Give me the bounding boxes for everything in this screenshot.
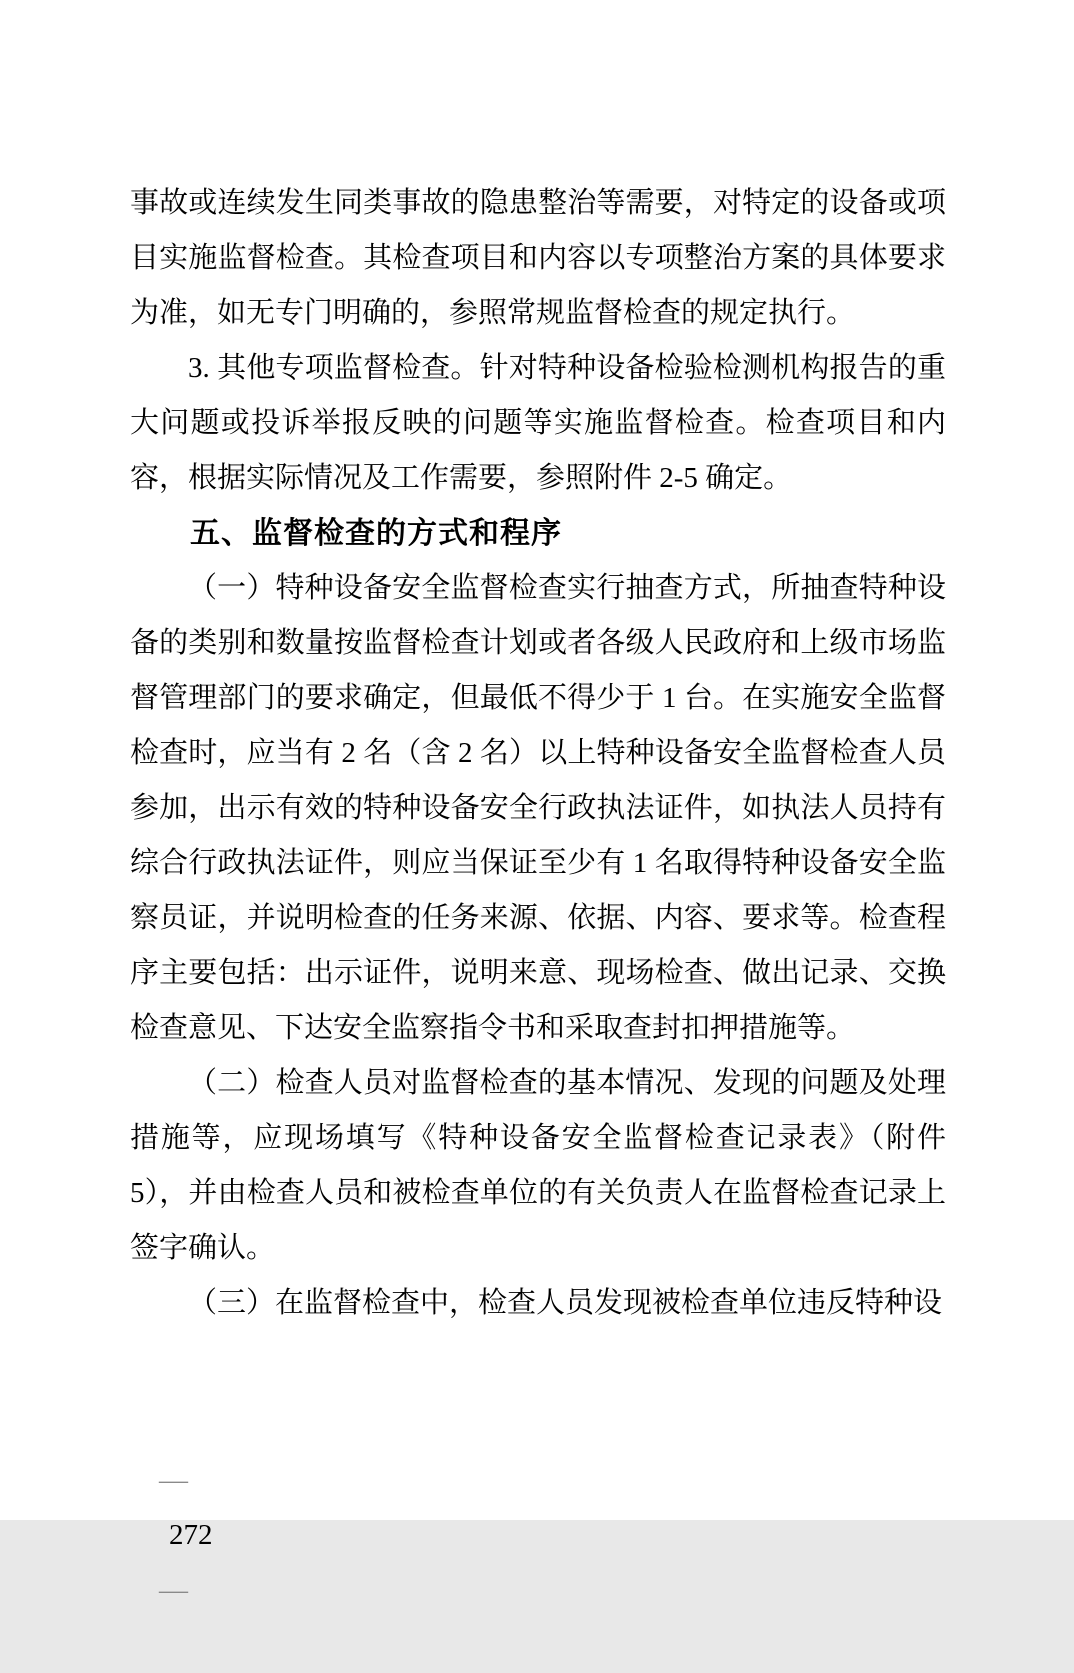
section-heading: 五、监督检查的方式和程序 [190, 517, 562, 550]
paragraph-continuation: 事故或连续发生同类事故的隐患整治等需要，对特定的设备或项目实施监督检查。其检查项目和内容以专项整治方案的具体要求为准，如无专门明确的，参照常规监督检查的规定执行。 [130, 187, 946, 329]
page-footer [130, 1398, 223, 1673]
footer-left-dash: — [159, 1464, 188, 1496]
footer-right-dash: — [159, 1574, 188, 1606]
paragraph-item-3: 3. 其他专项监督检查。针对特种设备检验检测机构报告的重大问题或投诉举报反映的问题等实施监督检查。检查项目和内容，根据实际情况及工作需要，参照附件 2-5 确定。 [130, 352, 946, 494]
paragraph-item-3-partial: （三）在监督检查中，检查人员发现被检查单位违反特种设 [188, 1287, 943, 1319]
paragraph-item-2: （二）检查人员对监督检查的基本情况、发现的问题及处理措施等，应现场填写《特种设备安全监督检查记录表》（附件 5），并由检查人员和被检查单位的有关负责人在监督检查记录上签字确认。 [130, 1067, 946, 1264]
document-body [130, 176, 946, 1331]
paragraph-item-1: （一）特种设备安全监督检查实行抽查方式，所抽查特种设备的类别和数量按监督检查计划或者各级人民政府和上级市场监督管理部门的要求确定，但最低不得少于 1 台。在实施安全监督检查时，应当有 2 名（含 2 名）以上特种设备安全监督检查人员参加，出示有效的特种设备安全行政执法证件，如执法人员持有综合行政执法证件，则应当保证至少有 1 名取得特种设备安全监察员证，并说明检查的任务来源、依据、内容、要求等。检查程序主要包括：出示证件，说明来意、现场检查、做出记录、交换检查意见、下达安全监察指令书和采取查封扣押措施等。 [130, 572, 946, 1044]
page-number: 272 [169, 1519, 213, 1551]
